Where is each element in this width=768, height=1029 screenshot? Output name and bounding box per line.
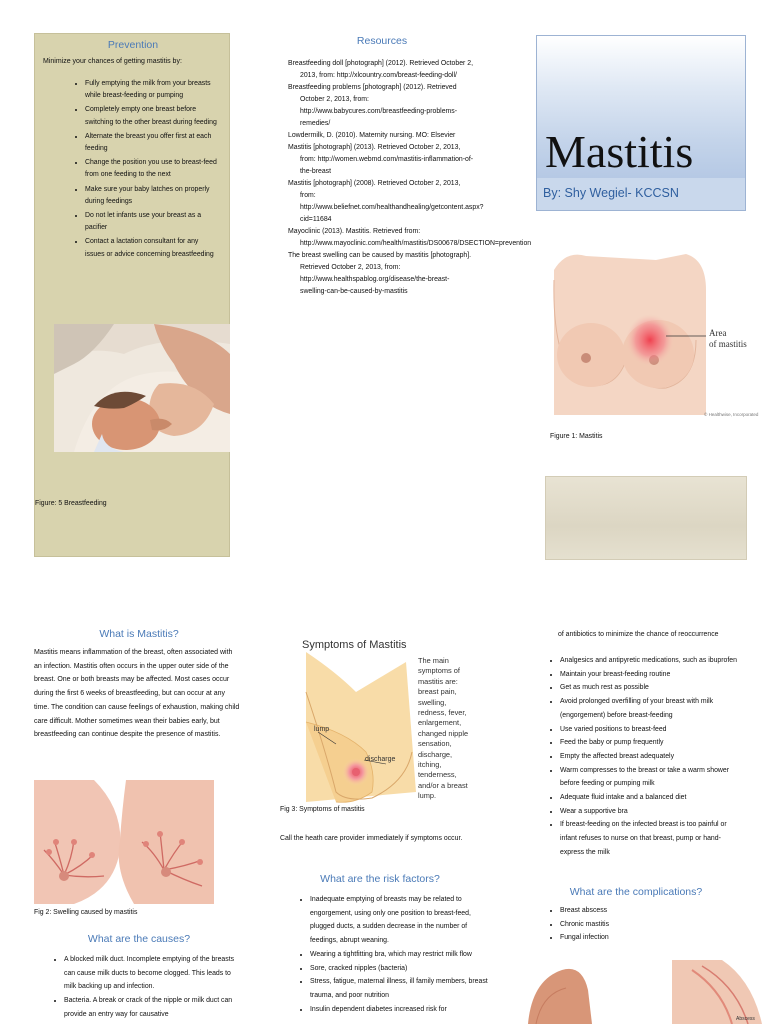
breast-swelling-photo	[34, 780, 214, 904]
abscess-label: Abscess	[736, 1016, 755, 1022]
author-byline: By: Shy Wegiel- KCCSN	[543, 186, 679, 200]
resource-entry: Breastfeeding doll [photograph] (2012). Retrieved October 2, 2013, from: http://xlcountry.com/breast-feeding-doll/	[288, 60, 474, 79]
title-box	[536, 35, 746, 211]
resource-entry: Mastitis [photograph] (2008). Retrieved October 2, 2013, from: http://www.beliefnet.com/healthandhealing/getcontent.aspx?cid=11684	[288, 180, 484, 223]
prevention-panel	[34, 33, 230, 557]
byline-bar	[537, 178, 745, 210]
call-provider-text: Call the heath care provider immediately if symptoms occur.	[280, 835, 463, 842]
area-of-mastitis-label: Area of mastitis	[709, 328, 747, 349]
prevention-item: • Do not let infants use your breast as a pacifier	[85, 210, 217, 234]
treatment-item: • Get as much rest as possible	[560, 681, 742, 695]
resources-heading: Resources	[356, 35, 408, 47]
prevention-figure-caption: Figure: 5 Breastfeeding	[35, 500, 107, 507]
prevention-item: • Completely empty one breast before switching to the other breast during feeding	[85, 104, 217, 128]
resource-entry: The breast swelling can be caused by mastitis [photograph]. Retrieved October 2, 2013, from: http://www.healthspablog.org/disease/the-breast-swelling-can-be-caused-by-mastitis	[288, 252, 472, 295]
decorative-box	[545, 476, 747, 560]
prevention-item: • Make sure your baby latches on properly during feedings	[85, 184, 217, 208]
discharge-label: discharge	[365, 756, 396, 763]
prevention-intro: Minimize your chances of getting mastitis by:	[43, 58, 182, 65]
prevention-item: • Change the position you use to breast-feed from one feeding to the next	[85, 157, 217, 181]
what-is-figure-caption: Fig 2: Swelling caused by mastitis	[34, 909, 138, 916]
resource-entry: Mastitis [photograph] (2013). Retrieved October 2, 2013, from: http://women.webmd.com/mastitis-inflammation-of-the-breast	[288, 144, 474, 175]
treatment-item: • Warm compresses to the breast or take a warm shower before feeding or pumping milk	[560, 764, 742, 791]
complications-heading: What are the complications?	[569, 886, 703, 898]
complication-item: • Fungal infection	[560, 931, 742, 945]
treatment-item: • Feed the baby or pump frequently	[560, 736, 742, 750]
treatment-list	[530, 654, 742, 860]
treatment-item: • Adequate fluid intake and a balanced diet	[560, 791, 742, 805]
cause-item: • Bacteria. A break or crack of the nipple or milk duct can provide an entry way for causative	[64, 994, 244, 1021]
prevention-item: • Contact a lactation consultant for any issues or advice concerning breastfeeding	[85, 236, 217, 260]
risk-factor-item: • Wearing a tightfitting bra, which may restrict milk flow	[310, 948, 490, 962]
risk-heading: What are the risk factors?	[320, 873, 440, 885]
risk-factor-item: • Inadequate emptying of breasts may be related to engorgement, using only one position to breast-feed, plugged ducts, a sudden decrease in the number of feedings, abrupt weaning.	[310, 893, 490, 948]
treatment-item: • Maintain your breast-feeding routine	[560, 668, 742, 682]
cause-item: • A blocked milk duct. Incomplete emptying of the breasts can cause milk ducts to become clogged. This leads to milk backing up and infection.	[64, 953, 244, 994]
treatment-item: • Empty the affected breast adequately	[560, 750, 742, 764]
prevention-item: • Fully emptying the milk from your breasts while breast-feeding or pumping	[85, 78, 217, 102]
causes-list	[34, 953, 244, 1022]
figure-credit: © Healthwise, Incorporated	[704, 412, 759, 417]
treatment-item: • Analgesics and antipyretic medications, such as ibuprofen	[560, 654, 742, 668]
resource-entry: Lowdermilk, D. (2010). Maternity nursing. MO: Elsevier	[288, 132, 456, 139]
risk-factor-item: • Sore, cracked nipples (bacteria)	[310, 962, 490, 976]
treatment-intro: of antibiotics to minimize the chance of reoccurrence	[558, 631, 719, 638]
treatment-item: • Use varied positions to breast-feed	[560, 723, 742, 737]
complications-list	[530, 904, 742, 945]
symptoms-figure-caption: Fig 3: Symptoms of mastitis	[280, 806, 365, 813]
abscess-photos	[522, 960, 768, 1024]
resource-entry: Mayoclinic (2013). Mastitis. Retrieved from: http://www.mayoclinic.com/health/mastitis/DS00678/DSECTION=prevention	[288, 228, 532, 247]
prevention-list	[35, 78, 231, 263]
what-is-heading: What is Mastitis?	[99, 628, 179, 640]
resources-list	[288, 58, 532, 298]
lump-label: lump	[314, 726, 330, 733]
risk-list	[280, 893, 490, 1016]
symptoms-figure-title: Symptoms of Mastitis	[302, 639, 407, 651]
risk-factor-item: • Insulin dependent diabetes increased risk for	[310, 1003, 490, 1017]
treatment-item: • If breast-feeding on the infected breast is too painful or infant refuses to nurse on that breast, pump or hand-express the milk	[560, 818, 742, 859]
prevention-heading: Prevention	[107, 39, 159, 51]
brochure-title: Mastitis	[545, 126, 694, 177]
complication-item: • Chronic mastitis	[560, 918, 742, 932]
complication-item: • Breast abscess	[560, 904, 742, 918]
breastfeeding-photo	[54, 324, 230, 452]
causes-heading: What are the causes?	[87, 933, 191, 945]
treatment-item: • Wear a supportive bra	[560, 805, 742, 819]
resource-entry: Breastfeeding problems [photograph] (2012). Retrieved October 2, 2013, from: http://www.babycures.com/breastfeeding-problems-remedies/	[288, 84, 458, 127]
mastitis-figure	[546, 250, 766, 422]
treatment-item: • Avoid prolonged overfilling of your breast with milk (engorgement) before breast-feeding	[560, 695, 742, 722]
risk-factor-item: • Stress, fatigue, maternal illness, ill family members, breast trauma, and poor nutrition	[310, 975, 490, 1002]
symptoms-figure-text: The main symptoms of mastitis are: breast pain, swelling, redness, fever, enlargement, changed nipple sensation, discharge, itching, tenderness, and/or a breast lump.	[418, 656, 469, 801]
what-is-body: Mastitis means inflammation of the breast, often associated with an infection. Mastitis often occurs in the upper outer side of the breast. One or both breasts may be affected. Most cases occur during the first 6 weeks of breastfeeding, but can occur at any time. The condition can cause feelings of exhaustion, making child care difficult. Mother sometimes wean their babies early, but breastfeeding can continue despite the presence of mastitis.	[34, 649, 240, 739]
prevention-item: • Alternate the breast you offer first at each feeding	[85, 131, 217, 155]
figure1-caption: Figure 1: Mastitis	[550, 433, 603, 440]
